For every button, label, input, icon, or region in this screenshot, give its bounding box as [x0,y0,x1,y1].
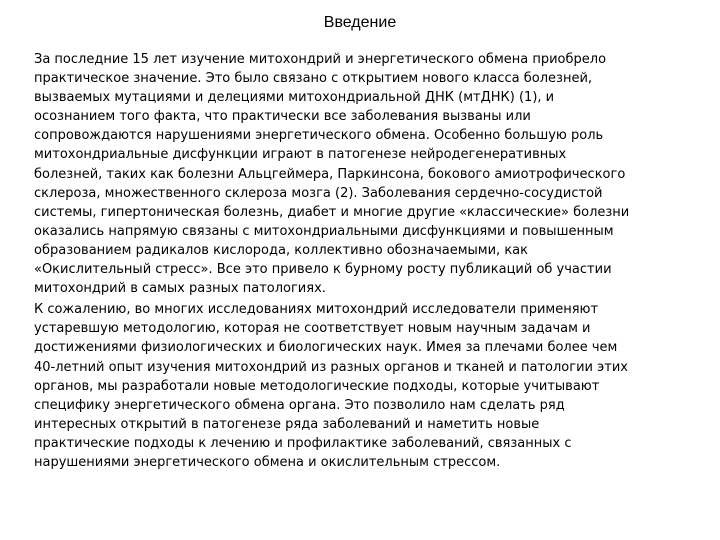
text-line: митохондрий в самых разных патологиях. [34,281,326,297]
slide-body [34,50,706,472]
paragraph-2 [34,300,706,472]
text-line: вызваемых мутациями и делециями митохондриальной ДНК (мтДНК) (1), и [34,90,555,106]
paragraph-1 [34,50,706,298]
text-line: оказались напрямую связаны с митохондриальными дисфункциями и повышенным [34,223,614,239]
text-line: устаревшую методологию, которая не соответствует новым научным задачам и [34,321,591,337]
text-line: «Окислительный стресс». Все это привело к бурному росту публикаций об участии [34,262,612,278]
text-line: системы, гипертоническая болезнь, диабет и многие другие «классические» болезни [34,204,630,220]
slide-title: Введение [323,14,397,31]
text-line: осознанием того факта, что практически все заболевания вызваны или [34,109,531,125]
text-line: сопровождаются нарушениями энергетического обмена. Особенно большую роль [34,128,604,144]
text-line: образованием радикалов кислорода, коллективно обозначаемыми, как [34,242,528,258]
text-line: достижениями физиологических и биологических наук. Имея за плечами более чем [34,340,618,356]
text-line: специфику энергетического обмена органа. Это позволило нам сделать ряд [34,397,565,413]
text-line: болезней, таких как болезни Альцгеймера, Паркинсона, бокового амиотрофического [34,166,626,182]
text-line: органов, мы разработали новые методологические подходы, которые учитывают [34,378,600,394]
text-line: митохондриальные дисфункции играют в патогенезе нейродегенеративных [34,147,567,163]
text-line: 40-летний опыт изучения митохондрий из разных органов и тканей и патологии этих [34,359,628,375]
text-line: нарушениями энергетического обмена и окислительным стрессом. [34,454,501,470]
text-line: За последние 15 лет изучение митохондрий и энергетического обмена приобрело [34,52,607,67]
text-line: склероза, множественного склероза мозга (2). Заболевания сердечно-сосудистой [34,185,603,201]
text-line: интересных открытий в патогенезе ряда заболеваний и наметить новые [34,416,540,432]
text-line: практические подходы к лечению и профилактике заболеваний, связанных с [34,435,572,451]
text-line: практическое значение. Это было связано с открытием нового класса болезней, [34,71,593,87]
text-line: К сожалению, во многих исследованиях митохондрий исследователи применяют [34,302,599,318]
